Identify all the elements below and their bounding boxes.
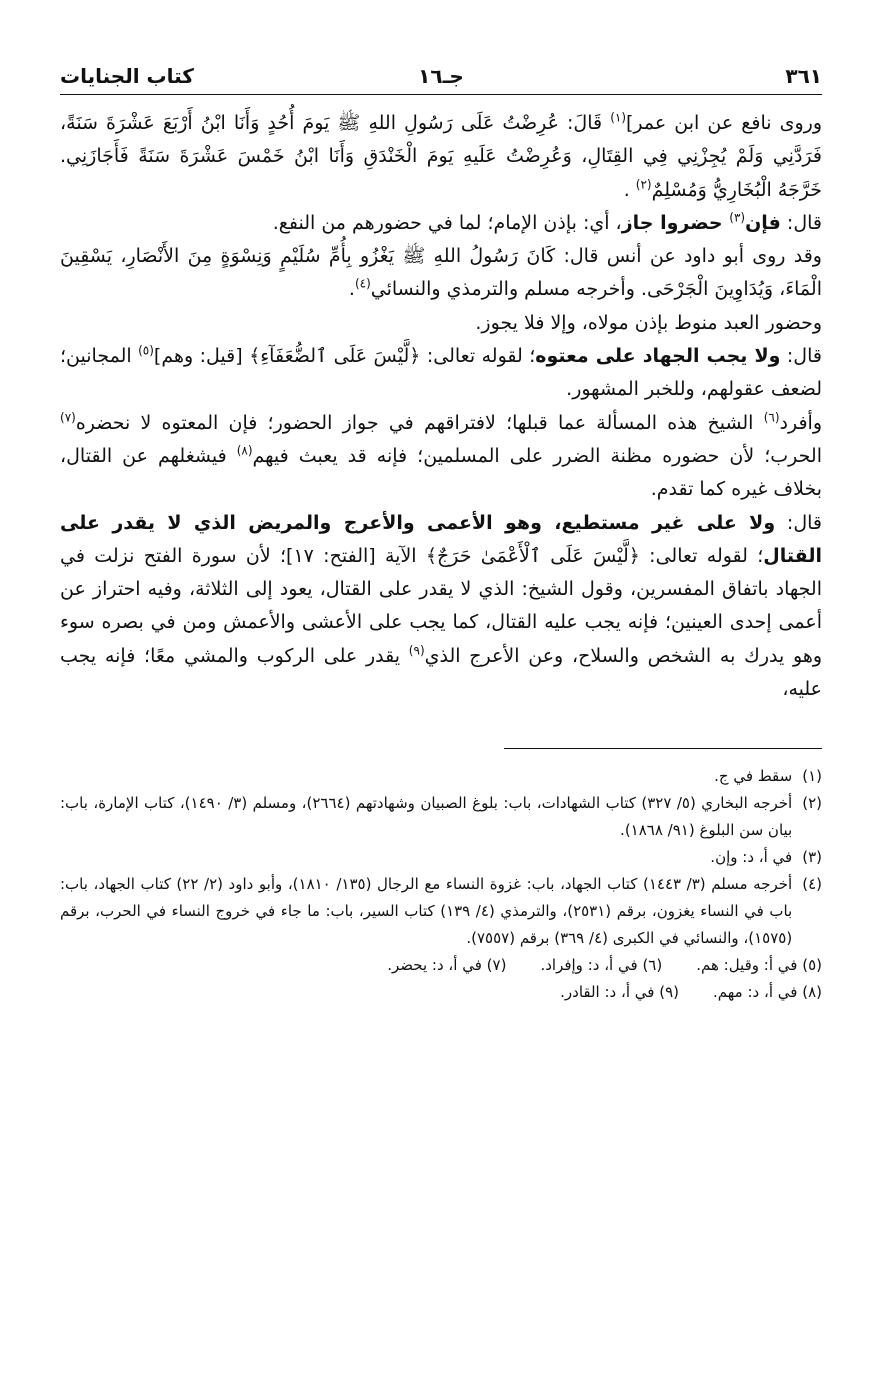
footnote-text: أخرجه البخاري (٥/ ٣٢٧) كتاب الشهادات، باب: بلوغ الصبيان وشهادتهم (٢٦٦٤)، ومسلم (٣/ ١٤٩٠)، كتاب الإمارة، باب: بيان سن البلوغ (٩١/ ١٨٦٨). bbox=[60, 794, 793, 840]
text-run: . bbox=[348, 278, 355, 301]
footnote-number: (٢) bbox=[802, 794, 822, 813]
text-run: يقدر على الركوب والمشي معًا؛ فإنه يجب عليه، bbox=[60, 644, 822, 701]
footnote-number: (٩) bbox=[659, 983, 680, 1002]
footnote-text: في أ، د: وإفراد. bbox=[540, 956, 638, 975]
footnote-text: في أ، د: مهم. bbox=[713, 983, 798, 1002]
bold-text: حضروا جاز bbox=[621, 211, 730, 234]
text-run: قال: bbox=[780, 211, 822, 234]
footnote-ref: (٢) bbox=[635, 177, 652, 192]
paragraph bbox=[60, 240, 822, 307]
page-header bbox=[60, 60, 822, 95]
footnote-number: (٤) bbox=[802, 875, 822, 894]
text-run: . bbox=[623, 178, 636, 201]
text-run: الشيخ هذه المسألة عما قبلها؛ لافتراقهم في جواز الحضور؛ فإن المعتوه لا نحضره bbox=[75, 411, 764, 434]
paragraph bbox=[60, 107, 822, 207]
page-number: ٣٦١ bbox=[785, 64, 822, 88]
text-run: الحرب؛ لأن حضوره مظنة الضرر على المسلمين؛ فإنه قد يعبث فيهم bbox=[252, 444, 823, 467]
paragraph bbox=[60, 207, 822, 240]
footnote-number: (٣) bbox=[802, 848, 822, 867]
footnote bbox=[387, 952, 506, 979]
footnote-ref: (٨) bbox=[236, 443, 253, 458]
text-run: قَالَ: عُرِضْتُ عَلَى رَسُولِ اللهِ ﷺ يَومَ أُحُدٍ وَأَنَا ابْنُ أَرْبَعَ عَشْرَةَ سَنَةً، فَرَدَّنِي وَلَمْ يُجِزْنِي فِي القِتَالِ، وَعُرِضْتُ عَلَيهِ يَومَ الْخَنْدَقِ وَأَنَا ابْنُ خَمْسَ عَشْرَةَ سَنَةً فَأَجَازَنِي. خَرَّجَهُ الْبُخَارِيُّ وَمُسْلِمٌ bbox=[60, 112, 822, 201]
footnote-text: في أ، د: القادر. bbox=[560, 983, 655, 1002]
footnote-text: في أ، د: وإن. bbox=[710, 848, 793, 867]
paragraph bbox=[60, 407, 822, 507]
footnote-text: سقط في ج. bbox=[714, 767, 793, 786]
paragraph bbox=[60, 507, 822, 707]
footnote-number: (١) bbox=[802, 767, 822, 786]
book-title: كتاب الجنايات bbox=[60, 64, 194, 88]
footnote-ref: (٣) bbox=[729, 210, 746, 225]
text-run: وروى نافع عن ابن عمر] bbox=[626, 112, 822, 134]
bold-text: ولا يجب الجهاد على معتوه bbox=[535, 345, 781, 368]
footnotes bbox=[60, 763, 822, 1006]
text-run: فيشغلهم عن القتال، بخلاف غيره كما تقدم. bbox=[60, 444, 822, 501]
paragraph bbox=[60, 307, 822, 340]
footnote bbox=[696, 952, 822, 979]
footnote-row bbox=[60, 952, 822, 979]
text-run: ، أي: بإذن الإمام؛ لما في حضورهم من النفع. bbox=[272, 211, 622, 234]
footnote-text: في أ: وقيل: هم. bbox=[696, 956, 798, 975]
footnote-ref: (٩) bbox=[408, 643, 425, 658]
bold-text: فإن bbox=[745, 211, 781, 234]
text-run: وأفرد bbox=[779, 411, 822, 434]
footnote bbox=[560, 979, 679, 1006]
footnote-ref: (١) bbox=[610, 110, 627, 125]
text-run: ؛ لقوله تعالى: ﴿لَّيْسَ عَلَى ٱلضُّعَفَآءِ﴾ [قيل: وهم] bbox=[153, 345, 536, 368]
footnote-ref: (٥) bbox=[138, 343, 154, 358]
footnote-text: في أ، د: يحضر. bbox=[387, 956, 482, 975]
footnote-ref: (٤) bbox=[354, 277, 371, 292]
footnote-number: (٦) bbox=[642, 956, 663, 975]
text-run: المجانين؛ لضعف عقولهم، وللخبر المشهور. bbox=[60, 345, 822, 401]
footnote-number: (٨) bbox=[802, 983, 822, 1002]
paragraph bbox=[60, 340, 822, 407]
footnote-ref: (٧) bbox=[60, 410, 76, 425]
main-text bbox=[60, 107, 822, 706]
footnote bbox=[713, 979, 822, 1006]
text-run: وقد روى أبو داود عن أنس قال: كَانَ رَسُولُ اللهِ ﷺ يَغْزُو بِأُمِّ سُلَيْمٍ وَنِسْوَةٍ مِنَ الأَنْصَارِ، يَسْقِينَ الْمَاءَ، وَيُدَاوِينَ الْجَرْحَى. وأخرجه مسلم والترمذي والنسائي bbox=[60, 245, 822, 301]
footnote bbox=[60, 790, 822, 844]
footnote bbox=[540, 952, 662, 979]
text-run: ؛ لقوله تعالى: ﴿لَّيْسَ عَلَى ٱلْأَعْمَىٰ حَرَجٌ﴾ الآية [الفتح: ١٧]؛ لأن سورة الفتح نزلت في الجهاد باتفاق المفسرين، وقول الشيخ: الذي لا يقدر على القتال، يعود إلى الثلاثة، وفيه احتراز عن أعمى إحدى العينين؛ فإنه يجب عليه القتال، كما يجب على الأعشى والأعمش ومن في بصره سوء وهو يدرك به الشخص والسلاح، وعن الأعرج الذي bbox=[60, 544, 823, 667]
footnote-text: أخرجه مسلم (٣/ ١٤٤٣) كتاب الجهاد، باب: غزوة النساء مع الرجال (١٣٥/ ١٨١٠)، وأبو داود (٢/ ٢٢) كتاب الجهاد، باب: باب في النساء يغزون، برقم (٢٥٣١)، والترمذي (٤/ ١٣٩) كتاب السير، باب: ما جاء في خروج النساء في الحرب، برقم (١٥٧٥)، والنسائي في الكبرى (٤/ ٣٦٩) برقم (٧٥٥٧). bbox=[60, 875, 793, 948]
footnote-row bbox=[60, 979, 822, 1006]
book-page bbox=[60, 60, 822, 1360]
footnote-separator bbox=[504, 748, 822, 749]
footnote-ref: (٦) bbox=[763, 410, 780, 425]
text-run: قال: bbox=[780, 345, 822, 368]
text-run: قال: bbox=[775, 511, 823, 534]
text-run: وحضور العبد منوط بإذن مولاه، وإلا فلا يجوز. bbox=[475, 311, 822, 334]
bold-text: ولا على غير مستطيع، وهو الأعمى والأعرج والمريض الذي لا يقدر على القتال bbox=[60, 511, 822, 567]
footnote bbox=[60, 763, 822, 790]
footnote bbox=[60, 844, 822, 871]
footnote-number: (٧) bbox=[486, 956, 507, 975]
footnote bbox=[60, 871, 822, 952]
footnote-number: (٥) bbox=[802, 956, 822, 975]
volume-label: جـ١٦ bbox=[418, 64, 464, 88]
